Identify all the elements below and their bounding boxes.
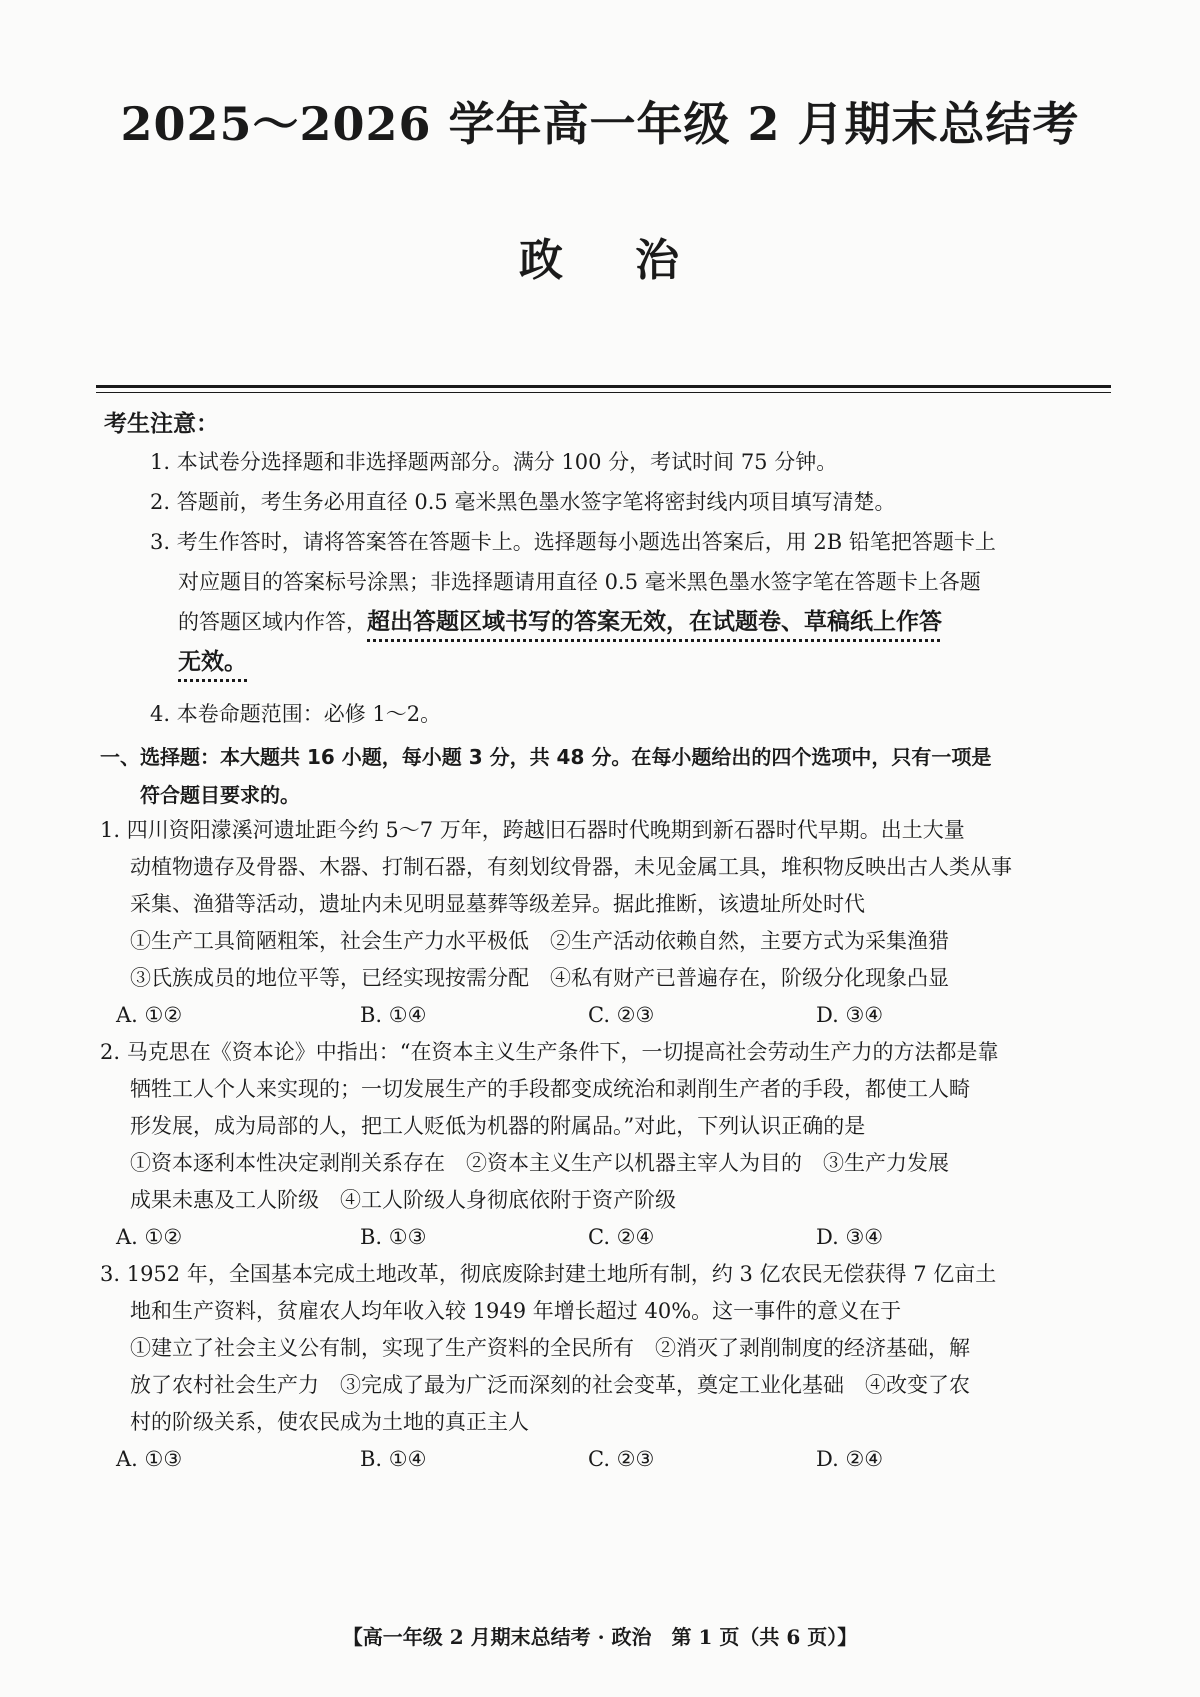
question-3 bbox=[100, 1256, 1115, 1478]
section-line-2: 符合题目要求的。 bbox=[140, 783, 300, 807]
exam-title: 2025～2026 学年高一年级 2 月期末总结考 bbox=[120, 97, 1080, 151]
question-line: ①生产工具简陋粗笨，社会生产力水平极低 ②生产活动依赖自然，主要方式为采集渔猎 bbox=[130, 929, 949, 953]
header-rule-thick bbox=[96, 385, 1111, 388]
page-footer: 【高一年级 2 月期末总结考 · 政治 第 1 页（共 6 页）】 bbox=[342, 1625, 858, 1649]
answer-options bbox=[100, 1441, 1115, 1478]
notice-item-3: 3. 考生作答时，请将答案答在答题卡上。选择题每小题选出答案后，用 2B 铅笔把答题卡上 bbox=[150, 530, 996, 554]
notice-emphasis: 超出答题区域书写的答案无效，在试题卷、草稿纸上作答 bbox=[367, 609, 942, 635]
question-1 bbox=[100, 812, 1115, 1034]
question-line: ③氏族成员的地位平等，已经实现按需分配 ④私有财产已普遍存在，阶级分化现象凸显 bbox=[130, 966, 949, 990]
section-line-1: 一、选择题：本大题共 16 小题，每小题 3 分，共 48 分。在每小题给出的四个选项中，只有一项是 bbox=[100, 745, 992, 769]
notice-item-4: 4. 本卷命题范围：必修 1～2。 bbox=[150, 702, 442, 726]
option-b: B. ①④ bbox=[360, 1447, 427, 1471]
option-b: B. ①③ bbox=[360, 1225, 427, 1249]
option-c: C. ②④ bbox=[588, 1225, 655, 1249]
subject-char-2: 治 bbox=[635, 235, 681, 286]
section-heading bbox=[100, 738, 1110, 814]
question-line: 3. 1952 年，全国基本完成土地改革，彻底废除封建土地所有制，约 3 亿农民无偿获得 7 亿亩土 bbox=[100, 1262, 997, 1286]
option-d: D. ②④ bbox=[816, 1447, 884, 1471]
notice-heading: 考生注意： bbox=[104, 411, 219, 437]
notice-item-2: 2. 答题前，考生务必用直径 0.5 毫米黑色墨水签字笔将密封线内项目填写清楚。 bbox=[150, 490, 896, 514]
question-line: 成果未惠及工人阶级 ④工人阶级人身彻底依附于资产阶级 bbox=[130, 1188, 676, 1212]
notice-item-1: 1. 本试卷分选择题和非选择题两部分。满分 100 分，考试时间 75 分钟。 bbox=[150, 450, 838, 474]
option-b: B. ①④ bbox=[360, 1003, 427, 1027]
notice-list bbox=[150, 442, 1105, 734]
notice-emphasis-end: 无效。 bbox=[178, 649, 247, 675]
answer-options bbox=[100, 997, 1115, 1034]
option-a: A. ①② bbox=[116, 1003, 183, 1027]
subject-title bbox=[0, 224, 1200, 288]
notice-item-3-cont-3 bbox=[150, 642, 1105, 682]
question-line: 牺牲工人个人来实现的；一切发展生产的手段都变成统治和剥削生产者的手段，都使工人畸 bbox=[130, 1077, 970, 1101]
question-line: 1. 四川资阳濛溪河遗址距今约 5～7 万年，跨越旧石器时代晚期到新石器时代早期。出土大量 bbox=[100, 818, 965, 842]
answer-options bbox=[100, 1219, 1115, 1256]
question-line: 2. 马克思在《资本论》中指出：“在资本主义生产条件下，一切提高社会劳动生产力的方法都是靠 bbox=[100, 1040, 999, 1064]
header-rule-thin bbox=[96, 392, 1111, 393]
question-2 bbox=[100, 1034, 1115, 1256]
notice-item-3-cont-1: 对应题目的答案标号涂黑；非选择题请用直径 0.5 毫米黑色墨水签字笔在答题卡上各题 bbox=[178, 570, 981, 594]
question-line: 村的阶级关系，使农民成为土地的真正主人 bbox=[130, 1410, 529, 1434]
question-line: 动植物遗存及骨器、木器、打制石器，有刻划纹骨器，未见金属工具，堆积物反映出古人类从事 bbox=[130, 855, 1012, 879]
question-line: ①资本逐利本性决定剥削关系存在 ②资本主义生产以机器主宰人为目的 ③生产力发展 bbox=[130, 1151, 949, 1175]
option-c: C. ②③ bbox=[588, 1003, 655, 1027]
notice-item-3-cont-2 bbox=[150, 602, 1105, 642]
notice-text: 的答题区域内作答， bbox=[178, 610, 367, 634]
option-c: C. ②③ bbox=[588, 1447, 655, 1471]
option-d: D. ③④ bbox=[816, 1225, 884, 1249]
question-line: 放了农村社会生产力 ③完成了最为广泛而深刻的社会变革，奠定工业化基础 ④改变了农 bbox=[130, 1373, 970, 1397]
question-line: 形发展，成为局部的人，把工人贬低为机器的附属品。”对此，下列认识正确的是 bbox=[130, 1114, 866, 1138]
option-d: D. ③④ bbox=[816, 1003, 884, 1027]
question-line: 采集、渔猎等活动，遗址内未见明显墓葬等级差异。据此推断，该遗址所处时代 bbox=[130, 892, 865, 916]
subject-char-1: 政 bbox=[519, 235, 565, 286]
option-a: A. ①② bbox=[116, 1225, 183, 1249]
question-line: ①建立了社会主义公有制，实现了生产资料的全民所有 ②消灭了剥削制度的经济基础，解 bbox=[130, 1336, 970, 1360]
option-a: A. ①③ bbox=[116, 1447, 183, 1471]
question-line: 地和生产资料，贫雇农人均年收入较 1949 年增长超过 40%。这一事件的意义在于 bbox=[130, 1299, 902, 1323]
